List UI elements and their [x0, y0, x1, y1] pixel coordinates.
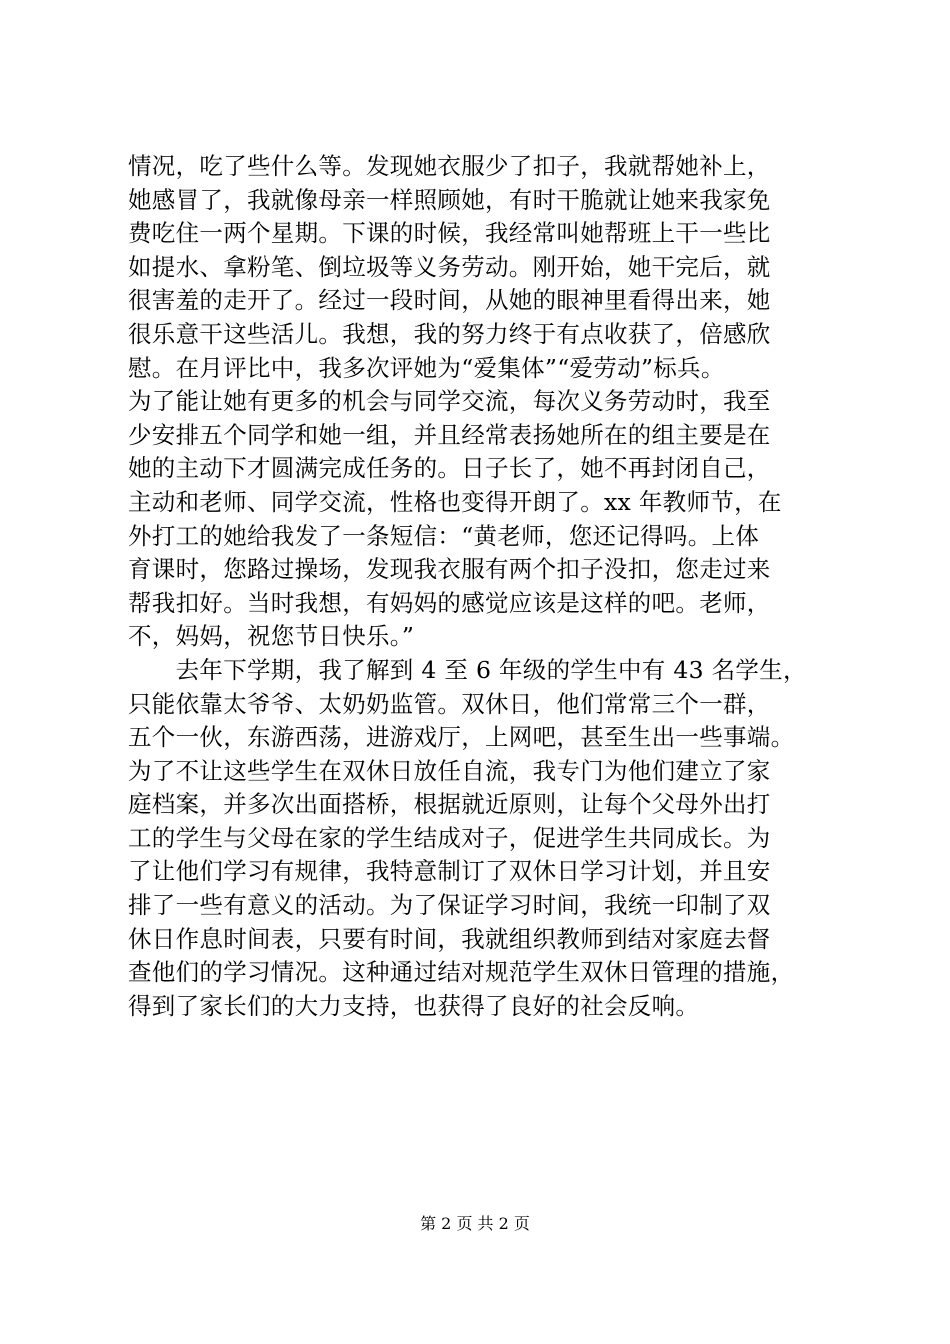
- text-line: 慰。在月评比中，我多次评她为“爱集体”“爱劳动”标兵。: [128, 353, 725, 382]
- text-line: 工的学生与父母在家的学生结成对子，促进学生共同成长。为: [128, 823, 771, 852]
- text-line: 庭档案，并多次出面搭桥，根据就近原则，让每个父母外出打: [128, 790, 771, 819]
- text-line: 费吃住一两个星期。下课的时候，我经常叫她帮班上干一些比: [128, 219, 771, 248]
- text-line: 只能依靠太爷爷、太奶奶监管。双休日，他们常常三个一群，: [128, 689, 771, 718]
- text-line: 排了一些有意义的活动。为了保证学习时间，我统一印制了双: [128, 891, 771, 920]
- paragraph-start-line: 去年下学期，我了解到 4 至 6 年级的学生中有 43 名学生，: [128, 655, 807, 684]
- text-line: 如提水、拿粉笔、倒垃圾等义务劳动。刚开始，她干完后，就: [128, 252, 771, 281]
- text-line: 育课时，您路过操场，发现我衣服有两个扣子没扣，您走过来: [128, 555, 771, 584]
- text-line: 查他们的学习情况。这种通过结对规范学生双休日管理的措施，: [128, 958, 795, 987]
- page-footer: [0, 1214, 950, 1234]
- text-line: 很乐意干这些活儿。我想，我的努力终于有点收获了，倍感欣: [128, 319, 771, 348]
- text-line: 了让他们学习有规律，我特意制订了双休日学习计划，并且安: [128, 857, 771, 886]
- text-line: 主动和老师、同学交流，性格也变得开朗了。xx 年教师节，在: [128, 487, 782, 516]
- text-line: 帮我扣好。当时我想，有妈妈的感觉应该是这样的吧。老师，: [128, 588, 771, 617]
- text-line: 她的主动下才圆满完成任务的。日子长了，她不再封闭自己，: [128, 454, 771, 483]
- text-line: 情况，吃了些什么等。发现她衣服少了扣子，我就帮她补上，: [128, 152, 771, 180]
- text-line: 五个一伙，东游西荡，进游戏厅，上网吧，甚至生出一些事端。: [128, 723, 795, 752]
- page-number-label: 第 2 页 共 2 页: [420, 1214, 530, 1233]
- text-line: 得到了家长们的大力支持，也获得了良好的社会反响。: [128, 991, 700, 1020]
- text-line: 为了能让她有更多的机会与同学交流，每次义务劳动时，我至: [128, 387, 771, 416]
- text-line: 很害羞的走开了。经过一段时间，从她的眼神里看得出来，她: [128, 286, 771, 315]
- text-line: 她感冒了，我就像母亲一样照顾她，有时干脆就让她来我家免: [128, 185, 771, 214]
- text-line: 休日作息时间表，只要有时间，我就组织教师到结对家庭去督: [128, 924, 771, 953]
- text-line: 不，妈妈，祝您节日快乐。”: [128, 622, 415, 651]
- text-line: 外打工的她给我发了一条短信：“黄老师，您还记得吗。上体: [128, 521, 760, 550]
- body-text: [128, 150, 848, 1023]
- text-line: 为了不让这些学生在双休日放任自流，我专门为他们建立了家: [128, 756, 771, 785]
- text-line: 少安排五个同学和她一组，并且经常表扬她所在的组主要是在: [128, 420, 771, 449]
